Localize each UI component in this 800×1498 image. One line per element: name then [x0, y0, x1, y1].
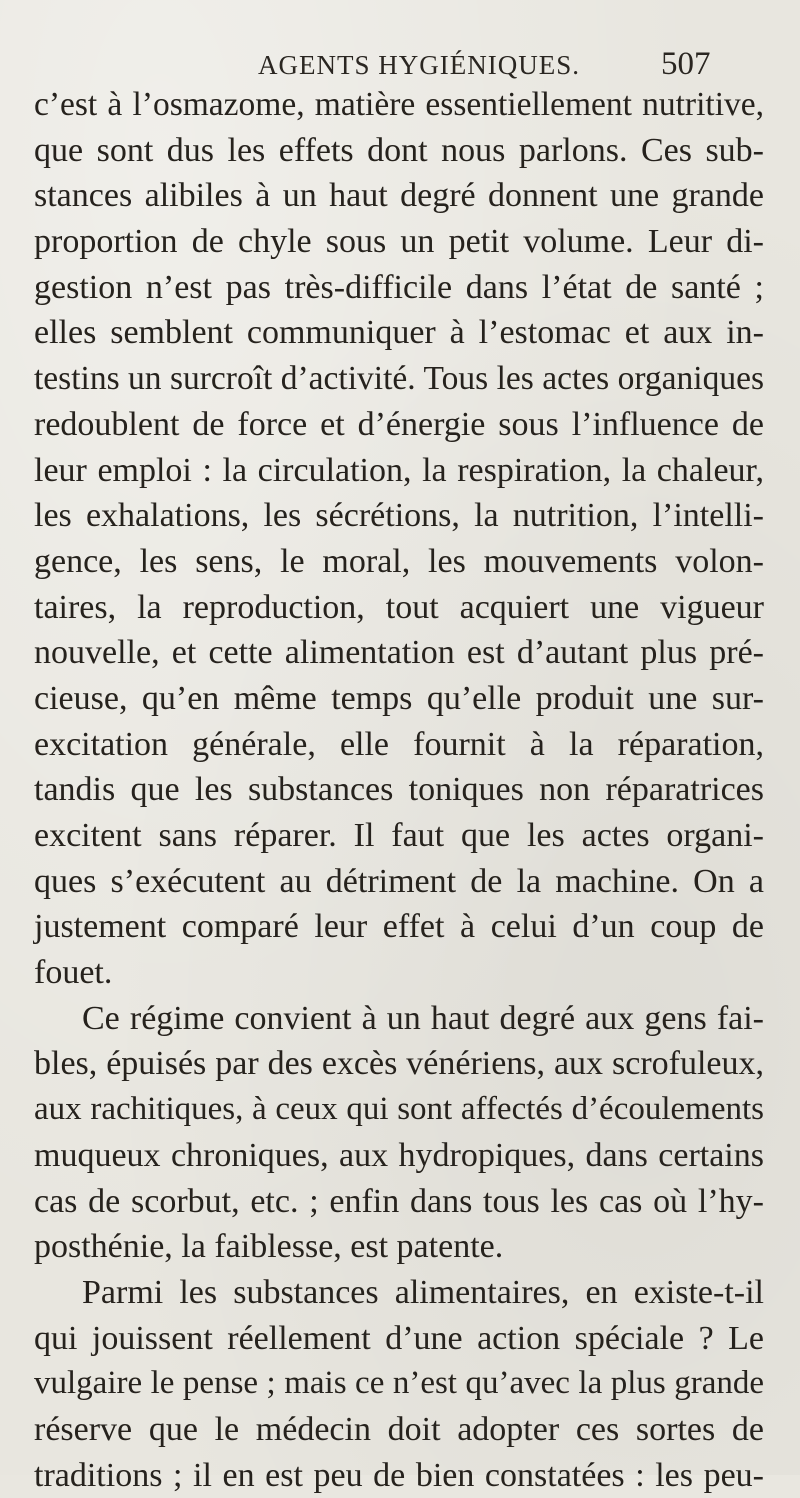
text-line: elles semblent communiquer à l’estomac et aux in- — [34, 314, 764, 352]
text-line: fouet. — [34, 954, 113, 992]
text-line: Parmi les substances alimentaires, en existe-t-il — [82, 1273, 764, 1311]
text-line: gence, les sens, le moral, les mouvements volon- — [34, 542, 764, 580]
text-line: gestion n’est pas très-difficile dans l’état de santé ; — [34, 268, 764, 306]
running-title: AGENTS HYGIÉNIQUES. — [258, 50, 580, 80]
text-line: bles, épuisés par des excès vénériens, aux scrofuleux, — [34, 1045, 764, 1083]
text-line: aux rachitiques, à ceux qui sont affectés d’écoulements — [34, 1091, 764, 1128]
text-line: proportion de chyle sous un petit volume. Leur di- — [34, 223, 764, 261]
text-line: tandis que les substances toniques non réparatrices — [34, 771, 764, 809]
running-head — [0, 46, 800, 82]
text-line: que sont dus les effets dont nous parlons. Ces sub- — [34, 131, 764, 169]
text-line: cas de scorbut, etc. ; enfin dans tous les cas où l’hy- — [34, 1182, 764, 1220]
text-line: vulgaire le pense ; mais ce n’est qu’avec la plus grande — [34, 1365, 764, 1402]
text-line: stances alibiles à un haut degré donnent une grande — [34, 177, 764, 215]
text-line: redoublent de force et d’énergie sous l’influence de — [34, 405, 764, 443]
text-line: justement comparé leur effet à celui d’un coup de — [34, 908, 764, 946]
text-line: testins un surcroît d’activité. Tous les actes organiques — [34, 360, 764, 398]
text-line: excitent sans réparer. Il faut que les actes organi- — [34, 817, 764, 854]
text-line: réserve que le médecin doit adopter ces sortes de — [34, 1410, 764, 1448]
text-line: muqueux chroniques, aux hydropiques, dans certains — [34, 1136, 764, 1174]
text-line: qui jouissent réellement d’une action spéciale ? Le — [34, 1319, 764, 1357]
text-line: les exhalations, les sécrétions, la nutrition, l’intelli- — [34, 497, 764, 535]
page-number: 507 — [661, 46, 711, 82]
text-line: c’est à l’osmazome, matière essentiellement nutritive, — [34, 86, 764, 123]
text-line: Ce régime convient à un haut degré aux gens fai- — [82, 999, 764, 1037]
text-line: cieuse, qu’en même temps qu’elle produit une sur- — [34, 679, 764, 717]
text-line: leur emploi : la circulation, la respiration, la chaleur, — [34, 451, 764, 489]
text-line: posthénie, la faiblesse, est patente. — [34, 1228, 504, 1266]
body-text — [34, 82, 764, 1498]
text-line: nouvelle, et cette alimentation est d’autant plus pré- — [34, 634, 764, 672]
text-line: ques s’exécutent au détriment de la machine. On a — [34, 862, 764, 900]
text-line: traditions ; il en est peu de bien constatées : les peu- — [34, 1456, 764, 1494]
text-line: excitation générale, elle fournit à la réparation, — [34, 725, 764, 763]
text-line: taires, la reproduction, tout acquiert une vigueur — [34, 588, 764, 626]
